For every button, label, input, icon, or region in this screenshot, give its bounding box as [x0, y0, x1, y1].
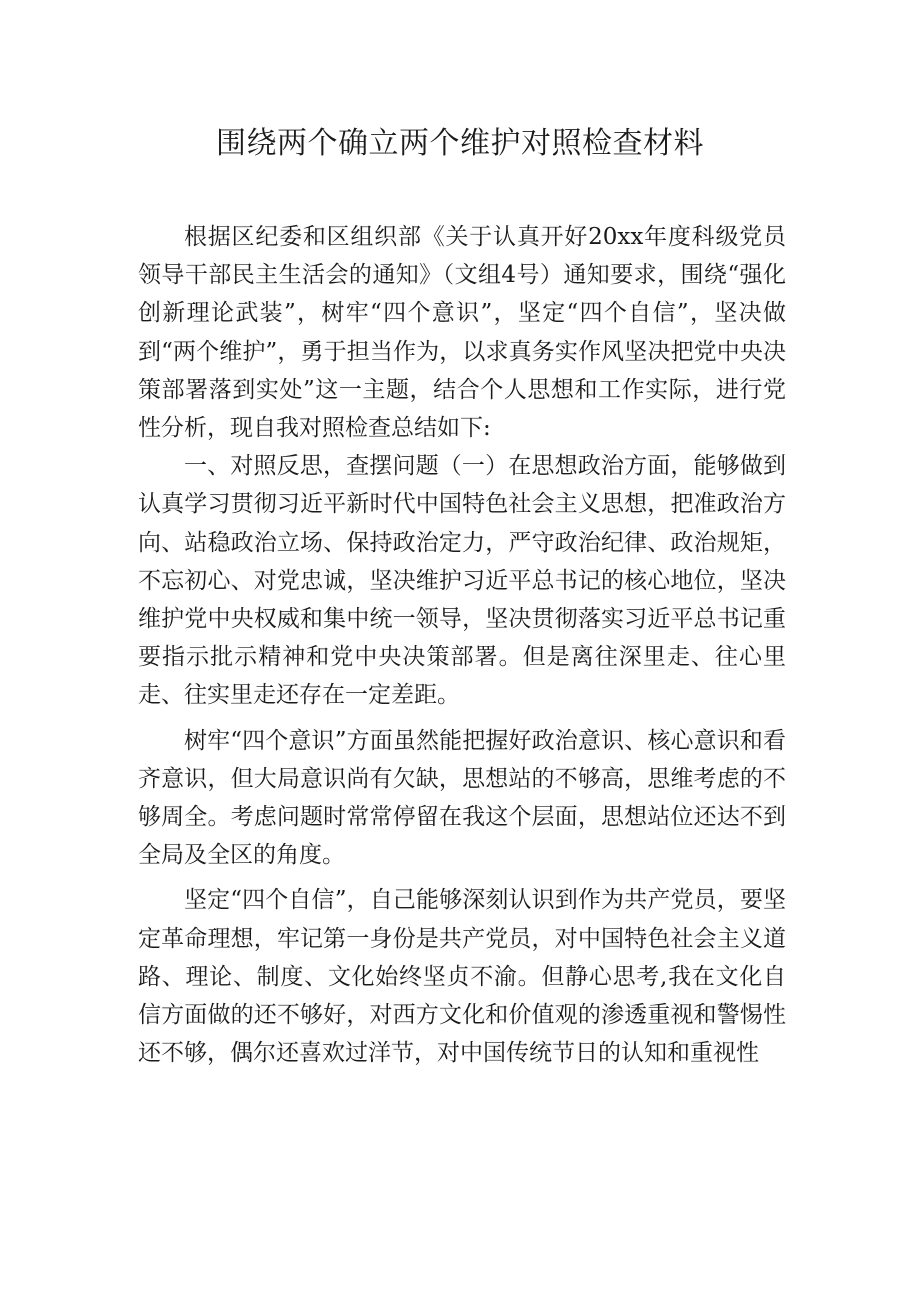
document-title: 围绕两个确立两个维护对照检查材料 [216, 126, 704, 161]
document-body [138, 218, 786, 1072]
paragraph-four-consciousness: 树牢“四个意识”方面虽然能把握好政治意识、核心意识和看齐意识，但大局意识尚有欠缺，思想站的不够高，思维考虑的不够周全。考虑问题时常常停留在我这个层面，思想站位还达不到全局及全区的角度。 [138, 727, 786, 869]
paragraph-intro: 根据区纪委和区组织部《关于认真开好20xx年度科级党员领导干部民主生活会的通知》（文组4号）通知要求，围绕“强化创新理论武装”，树牢“四个意识”，坚定“四个自信”，坚决做到“两个维护”，勇于担当作为，以求真务实作风坚决把党中央决策部署落到实处”这一主题，结合个人思想和工作实际，进行党性分析，现自我对照检查总结如下: [138, 224, 786, 442]
paragraph-political-review: 一、对照反思，查摆问题（一）在思想政治方面，能够做到认真学习贯彻习近平新时代中国特色社会主义思想，把准政治方向、站稳政治立场、保持政治定力，严守政治纪律、政治规矩，不忘初心、对党忠诚，坚决维护习近平总书记的核心地位，坚决维护党中央权威和集中统一领导，坚决贯彻落实习近平总书记重要指示批示精神和党中央决策部署。但是离往深里走、往心里走、往实里走还存在一定差距。 [138, 453, 786, 709]
paragraph-four-confidences: 坚定“四个自信”，自己能够深刻认识到作为共产党员，要坚定革命理想，牢记第一身份是共产党员，对中国特色社会主义道路、理论、制度、文化始终坚贞不渝。但静心思考,我在文化自信方面做的还不够好，对西方文化和价值观的渗透重视和警惕性还不够，偶尔还喜欢过洋节，对中国传统节日的认知和重视性 [138, 887, 786, 1067]
